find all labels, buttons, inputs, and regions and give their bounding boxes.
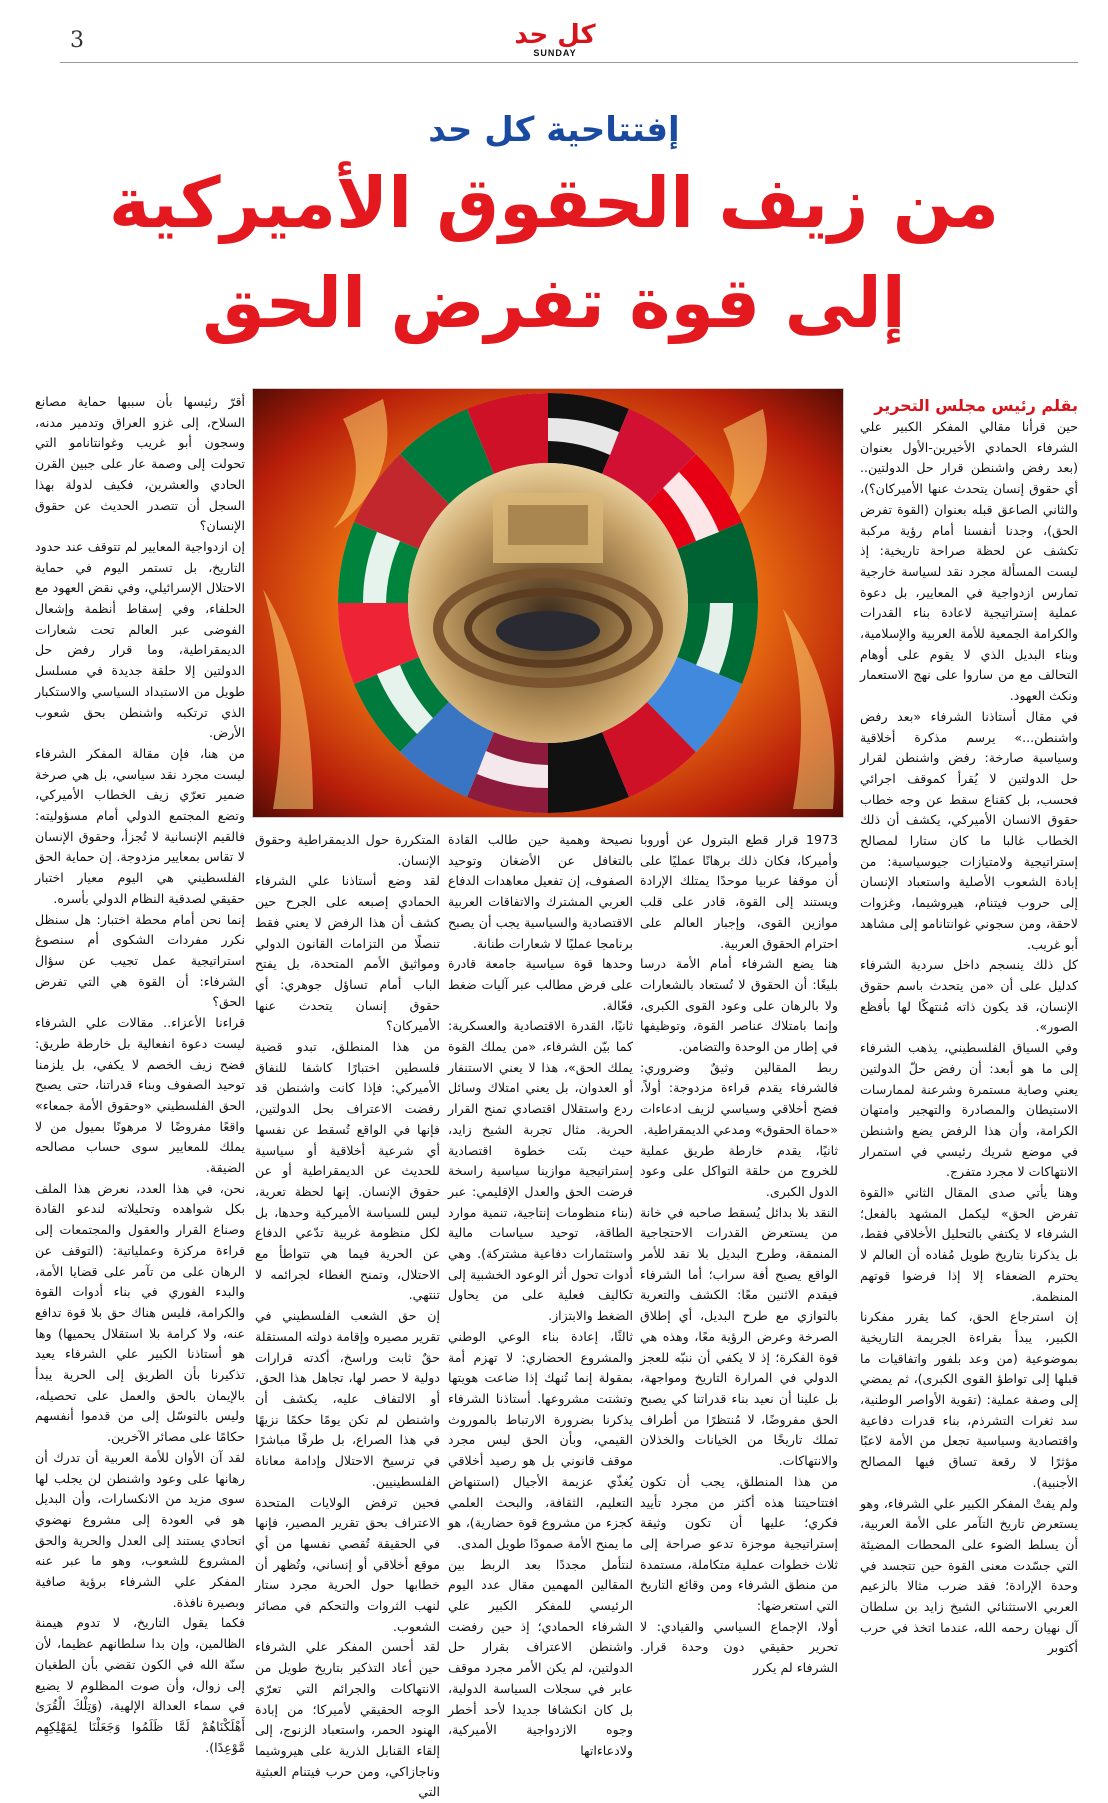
- paragraph: من هذا المنطلق، تبدو قضية فلسطين اختبارًا كاشفا للنفاق الأميركي: فإذا كانت واشنطن قد رفضت الاعتراف بحل الدولتين، فإنها في الواقع تُسقط عن نفسها أي شرعية أخلاقية أو سياسية للحديث عن الديمقراطية أو عن حقوق الإنسان. إنها لحظة تعرية، ليس للسياسة الأميركية وحدها، بل لكل منظومة غربية تدّعي الدفاع عن الحرية فيما هي تتواطأ مع الاحتلال، وتمنح الغطاء لجرائمه لا تنتهي.: [255, 1039, 440, 1303]
- paragraph: وفي السياق الفلسطيني، يذهب الشرفاء إلى ما هو أبعد: أن رفض حلّ الدولتين يعني وصاية مستمرة وشرعنة لممارسات الاستيطان والمصادرة والتهجير وامتهان الكرامة، وأن هذا الرفض يضع واشنطن في موضع شريك رئيسي في استمرار الانتهاكات لا مجرد متفرج.: [860, 1040, 1078, 1180]
- arab-flags-conference-icon: [253, 389, 843, 817]
- byline: بقلم رئيس مجلس التحرير: [874, 396, 1078, 415]
- paragraph: لقد آن الأوان للأمة العربية أن تدرك أن رهانها على وعود واشنطن لن يجلب لها سوى مزيد من الانكسارات، وأن البديل هو في العودة إلى مشروع نهضوي اتحادي يستند إلى العدل والحرية والحق المشروع للشعوب، وهو ما عبر عنه المفكر علي الشرفاء برؤية صافية وبصيرة نافذة.: [35, 1449, 245, 1610]
- article-column-mid-2: [448, 830, 633, 1758]
- article-column-left: [35, 392, 245, 1755]
- masthead-logo: [480, 22, 630, 58]
- paragraph: لقد أحسن المفكر علي الشرفاء حين أعاد التذكير بتاريخ طويل من الانتهاكات والجرائم التي تعرّي الوجه الحقيقي لأميركا؛ من إبادة الهنود الحمر، واستعباد الزنوج، إلى إلقاء القنابل الذرية على هيروشيما وناجازاكي، ومن حرب فيتنام العبثية التي: [255, 1639, 440, 1800]
- paragraph: قراءنا الأعزاء.. مقالات علي الشرفاء ليست دعوة انفعالية بل خارطة طريق: فضح زيف الخصم لا يكفي، بل يلزمنا توحيد الصفوف وبناء قدراتنا، حتى يصبح الحق الفلسطيني «وحقوق الأمة جمعاء» واقعًا مفروضًا لا مرهونًا بميول من لا يملك للمعايير سوى حساب مصالحه الضيقة.: [35, 1015, 245, 1176]
- paragraph: نصيحة وهمية حين طالب القادة بالتغافل عن الأضغان وتوحيد الصفوف، إن تفعيل معاهدات الدفاع العربي المشترك والاتفاقات العربية الاقتصادية والسياسية يجب أن يصبح برنامجا عمليًا لا شعارات طنانة.: [448, 832, 633, 951]
- headline-line-1: من زيف الحقوق الأميركية: [108, 162, 1000, 244]
- article-column-mid-1: [640, 830, 838, 1676]
- paragraph: حين قرأنا مقالي المفكر الكبير علي الشرفاء الحمادي الأخيرين-الأول بعنوان (بعد رفض واشنطن قرار حل الدولتين.. أي حقوق إنسان يتحدث عنها الأميركان؟)، والثاني الصاعق قبله بعنوان (القوة تفرض الحق)، وجدنا أنفسنا أمام رؤية مركبة تكشف عن لحظة صراحة تاريخية: إذ ليست المسألة مجرد نقد لسياسة خارجية تمارس ازدواجية في المعايير، بل دعوة عملية إستراتيجية لاعادة بناء القدرات والكرامة الجمعية للأمة العربية والإسلامية، وبناء البديل الذي لا يقوم على أوهام التحالف مع من ساروا على نهج الاستعمار ونكث العهود.: [860, 419, 1078, 704]
- paragraph: من هذا المنطلق، يجب أن تكون افتتاحيتنا هذه أكثر من مجرد تأييد فكري؛ عليها أن تكون وثيقة إستراتيجية موجزة تدعو صراحة إلى ثلاث خطوات عملية متكاملة، مستمدة من منطق الشرفاء ومن وقائع التاريخ التي استعرضها:: [640, 1473, 838, 1614]
- paragraph: ثانيًا، القدرة الاقتصادية والعسكرية: كما بيّن الشرفاء، «من يملك القوة يملك الحق»، هذا لا يعني الاستنفار أو العدوان، بل يعني امتلاك وسائل ردع واستقلال اقتصادي تمنح القرار الحرية. مثال تجربة الشيخ زايد، حيث بنَت خطوة اقتصادية إستراتيجية موازينا سياسية راسخة فرضت الحق والعدل الإقليمي: عبر (بناء منظومات إنتاجية، تنمية موارد الطاقة، توحيد سياسات مالية واستثمارات دفاعية مشتركة). وهي أدوات تحول أثر الوعود الخشبية إلى تكاليف فعلية على من يحاول الضغط والابتزاز.: [448, 1018, 633, 1324]
- paragraph: ثانيًا، يقدم خارطة طريق عملية للخروج من حلقة التواكل على وعود الدول الكبرى.: [640, 1142, 838, 1199]
- paragraph: إن حق الشعب الفلسطيني في تقرير مصيره وإقامة دولته المستقلة حقٌ ثابت وراسخ، أكدته قرارات دولية لا حصر لها، تجاهل هذا الحق، أو الالتفاف عليه، يكشف أن واشنطن لم تكن يومًا حكمًا نزيهًا في هذا الصراع، بل طرفًا مباشرًا في ترسيخ الاحتلال وإدامة معاناة الفلسطينيين.: [255, 1308, 440, 1489]
- paragraph: ربط المقالين وثيقٌ وضروري: فالشرفاء يقدم قراءة مزدوجة: أولاً، فضح أخلاقي وسياسي لزيف ادعاءات «حماة الحقوق» ومدعي الديمقراطية.: [640, 1059, 838, 1137]
- paragraph: من هنا، فإن مقالة المفكر الشرفاء ليست مجرد نقد سياسي، بل هي صرخة ضمير تعرّي زيف الخطاب الأميركي، وتضع المجتمع الدولي أمام مسؤوليته: فالقيم الإنسانية لا تُجزأ، وحقوق الإنسان لا تقاس بمعايير مزدوجة. إن حماية الحق الفلسطيني هي اليوم معيار اختبار حقيقي لصدقية النظام الدولي بأسره.: [35, 745, 245, 906]
- article-column-mid-3: [255, 830, 440, 1800]
- paragraph: المتكررة حول الديمقراطية وحقوق الإنسان.: [255, 832, 440, 868]
- paragraph: أولا، الإجماع السياسي والقيادي: لا تحرير حقيقي دون وحدة قرار. الشرفاء لم يكرر: [640, 1618, 838, 1676]
- paragraph: ولم يفتْ المفكر الكبير علي الشرفاء، وهو يستعرض تاريخ التآمر على الأمة العربية، أن يسلط الضوء على المحطات المضيئة التي جسّدت معنى القوة حين تتجسد في وحدة الإرادة؛ فقد ضرب مثالا بالزعيم العربي الاستثنائي الشيخ زايد بن سلطان آل نهيان رحمه الله، عندما اتخذ في حرب أكتوبر: [860, 1495, 1078, 1656]
- paragraph: هنا يضع الشرفاء أمام الأمة درسا بليغًا: أن الحقوق لا تُستعاد بالشعارات ولا بالرهان على وعود القوى الكبرى، وإنما بامتلاك عناصر القوة، وتوظيفها في إطار من الوحدة والتضامن.: [640, 956, 838, 1055]
- paragraph: نحن، في هذا العدد، نعرض هذا الملف بكل شواهده وتحليلاته لندعو القادة وصناع القرار والعقول والمجتمعات إلى قراءة مركزة وعملياتية: (التوقف عن الرهان على من تآمر على قضايا الأمة، والبدء الفوري في بناء أدوات القوة والكرامة، فليس هناك حق بلا قوة تدافع عنه، ولا كرامة بلا استقلال يحميها) وها هو أستاذنا الكبير علي الشرفاء يعيد تذكيرنا بأن الطريق إلى الحرية يبدأ بالإيمان بالحق والعمل على تحصيله، وليس بالتوسّل إلى من قدموا أنفسهم حكامًا على مصائر الآخرين.: [35, 1180, 245, 1445]
- article-column-right: [860, 395, 1078, 1656]
- paragraph: فحين ترفض الولايات المتحدة الاعتراف بحق تقرير المصير، فإنها في الحقيقة تُقصي نفسها من أي موقع أخلاقي أو إنساني، وتُظهر أن خطابها حول الحرية مجرد ستار لنهب الثروات والتحكم في مصائر الشعوب.: [255, 1494, 440, 1634]
- paragraph: ثالثًا، إعادة بناء الوعي الوطني والمشروع الحضاري: لا تهزم أمة بمقولة إنما تُنهك إذا ضاعت هويتها وتشتت مشروعها. أستاذنا الشرفاء يذكرنا بضرورة الارتباط بالموروث القيمي، وبأن الحق ليس مجرد موقف قانوني بل هو رصيد أخلاقي يُغذّي عزيمة الأجيال (استنهاض التعليم، الثقافة، والبحث العلمي كجزء من مشروع قوة حضارية)، هو ما يمنح الأمة صمودًا طويل المدى.: [448, 1328, 633, 1551]
- paragraph: وهنا يأتي صدى المقال الثاني «القوة تفرض الحق» ليكمل المشهد بالفعل؛ الشرفاء لا يكتفي بالتحليل الأخلاقي فقط، بل يذكرنا بتاريخ طويل مُفاده أن العالم لا يحترم الضعفاء إلا إذا فرضوا قوتهم المنظمة.: [860, 1185, 1078, 1304]
- logo-arabic: كل حد: [514, 20, 596, 50]
- paragraph: كل ذلك ينسجم داخل سردية الشرفاء كدليل على أن «من يتحدث باسم حقوق الإنسان، قد يكون ذاته مُنتهكًا لها بأفظع الصور».: [860, 957, 1078, 1035]
- arab-flags-conference-photo: [252, 388, 844, 818]
- paragraph: في مقال أستاذنا الشرفاء «بعد رفض واشنطن...» يرسم مذكرة أخلاقية وسياسية صارخة: رفض واشنطن لقرار حل الدولتين لا يُقرأ كموقف اجرائي فحسب، بل كقناع سقط عن وجه خطاب حقوق الانسان الأميركي، يكشف أن ذلك الخطاب غالبا ما كان ستارا لمصالح إستراتيجية ولامتيازات جيوسياسية: من إبادة الشعوب الأصلية واستعباد الإنسان إلى حروب فيتنام، هيروشيما، وغزوات لاحقة، ومن سجوني غوانتانامو إلى مشاهد أبو غريب.: [860, 708, 1078, 952]
- section-kicker: إفتتاحية كل حد: [428, 110, 680, 150]
- paragraph: وحدها قوة سياسية جامعة قادرة على فرض مطالب عبر آليات ضغط فعّالة.: [448, 956, 633, 1013]
- paragraph: أقرّ رئيسها بأن سببها حماية مصانع السلاح، إلى غزو العراق وتدمير مدنه، وسجون أبو غريب وغوانتانامو التي تحولت إلى وصمة عار على جبين القرن الحادي والعشرين، فكيف لدولة بهذا السجل أن تتصدر الحديث عن حقوق الإنسان؟: [35, 394, 245, 534]
- logo-english: SUNDAY: [533, 48, 577, 58]
- paragraph: لنتأمل مجددًا بعد الربط بين المقالين المهمين مقال عدد اليوم الرئيسي للمفكر الكبير علي الشرفاء الحمادي؛ إذ حين رفضت واشنطن الاعتراف بقرار حل الدولتين، لم يكن الأمر مجرد موقف عابر في سجلات السياسة الدولية، بل كان انكشافا جديدا لأحد أخطر وجوه الازدواجية الأميركية، ولادعاءاتها: [448, 1556, 633, 1758]
- paragraph: إن استرجاع الحق، كما يقرر مفكرنا الكبير، يبدأ بقراءة الجريمة التاريخية بموضوعية (من وعد بلفور واتفاقيات ما قبلها إلى تواطؤ القوى الكبرى)، ثم يمضي إلى وصفة عملية: (تقوية الأواصر الوطنية، سد ثغرات التشرذم، بناء قدرات دفاعية واقتصادية وسياسية تجعل من الأمة لاعبًا مؤثرًا لا رقعة تساق فيها المصالح الأجنبية).: [860, 1309, 1078, 1490]
- page-number: 3: [70, 28, 84, 53]
- headline-line-2: إلى قوة تفرض الحق: [202, 262, 906, 344]
- paragraph: لقد وضع أستاذنا علي الشرفاء الحمادي إصبعه على الجرح حين كشف أن هذا الرفض لا يعني فقط تنصلًا من التزامات القانون الدولي ومواثيق الأمم المتحدة، بل يفتح الباب أمام تساؤل جوهري: أي حقوق إنسان يتحدث عنها الأميركان؟: [255, 873, 440, 1034]
- paragraph: فكما يقول التاريخ، لا تدوم هيمنة الظالمين، وإن بدا سلطانهم عظيما، لأن سنّة الله في الكون تقضي بأن الطغيان إلى زوال، وأن صوت المظلوم لا يضيع في سماء العدالة الإلهية، (وَتِلْكَ الْقُرَىٰ أَهْلَكْنَاهُمْ لَمَّا ظَلَمُوا وَجَعَلْنَا لِمَهْلِكِهِم مَّوْعِدًا).: [35, 1615, 245, 1755]
- paragraph: إنما نحن أمام محطة اختبار: هل سنظل نكرر مفردات الشكوى أم سنصوغ استراتيجية عمل تجيب عن سؤال الشرفاء: أن القوة هي التي تفرض الحق؟: [35, 911, 245, 1010]
- paragraph: النقد بلا بدائل يُسقط صاحبه في خانة من يستعرض القدرات الاحتجاجية المنمقة، وطرح البديل بلا نقد للأمر الواقع يصبح أفة سراب؛ أما الشرفاء فيقدم الاثنين معًا: الكشف والتعرية بالتوازي مع طرح البديل، أي إطلاق الصرخة وعرض الرؤية معًا، وهذه هي قوة الفكرة؛ إذ لا يكفي أن ننبّه للعجز الدولي في المرارة التاريخ ومواجهة، بل علينا أن نعيد بناء قدراتنا كي يصبح الحق مفروضًا، لا مُنتظرًا من أطراف تملك تاريخًا من الخيانات والخذلان والانتهاكات.: [640, 1204, 838, 1469]
- paragraph: إن ازدواجية المعايير لم تتوقف عند حدود التاريخ، بل تستمر اليوم في حماية الاحتلال الإسرائيلي، وفي نقض العهود مع الحلفاء، وفي إسقاط أنظمة وإشعال الفوضى عبر العالم تحت شعارات الديمقراطية، وما قرار رفض حل الدولتين إلا حلقة جديدة في مسلسل طويل من الاستبداد السياسي والاستكبار الذي ترتكبه واشنطن بحق شعوب الأرض.: [35, 538, 245, 741]
- header-rule: [60, 62, 1078, 63]
- paragraph: 1973 قرار قطع البترول عن أوروبا وأميركا، فكان ذلك برهانًا عمليًا على أن موقفا عربيا موحدًا يمتلك الإرادة ويستند إلى القوة، قادر على قلب موازين القوى، وإجبار العالم على احترام الحقوق العربية.: [640, 832, 838, 951]
